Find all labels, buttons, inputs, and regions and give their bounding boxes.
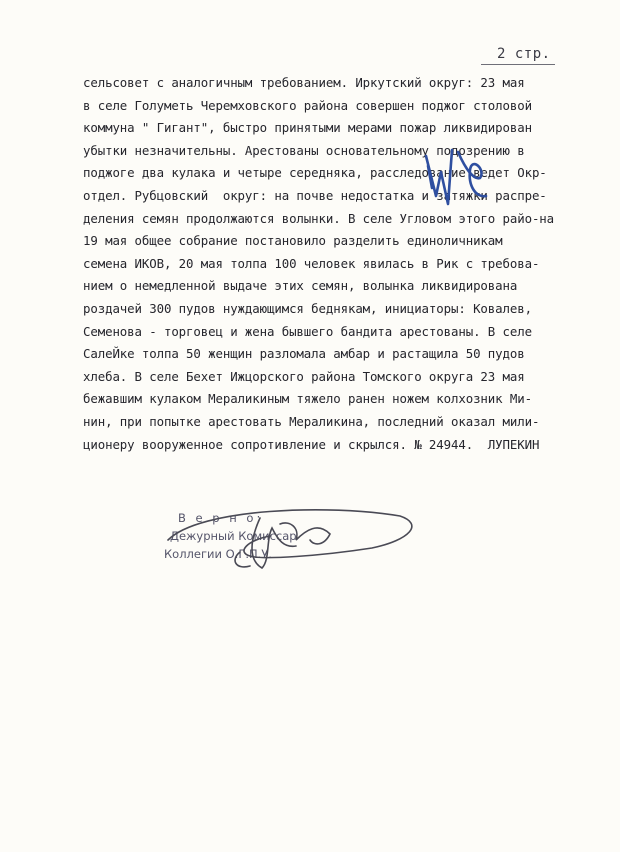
text-line: сельсовет с аналогичным требованием. Иркутский округ: 23 мая [83, 75, 525, 90]
text-line: бежавшим кулаком Мераликиным тяжело ранен ножем колхозник Ми- [83, 391, 532, 407]
text-line: отдел. Рубцовский округ: на почве недостатка и затяжки распре- [83, 187, 547, 203]
text-line: хлеба. В селе Бехет Ижцорского района Томского округа 23 мая [83, 368, 525, 384]
text-line: СалеЙке толпа 50 женщин разломала амбар и растащила 50 пудов [83, 346, 525, 362]
text-line: нием о немедленной выдаче этих семян, волынка ликвидирована [83, 278, 518, 294]
typewritten-body [83, 72, 593, 456]
text-line: ционеру вооруженное сопротивление и скрылся. № 24944. ЛУПЕКИН [83, 436, 540, 452]
text-line: деления семян продолжаются волынки. В селе Угловом этого райо-на [83, 210, 555, 226]
page-number-underline [481, 64, 555, 65]
text-line: семена ИКОВ, 20 мая толпа 100 человек явилась в Рик с требова- [83, 255, 540, 271]
text-line: коммуна " Гигант", быстро принятыми мерами пожар ликвидирован [83, 120, 532, 136]
stamp-verified-label: В е р н о: [178, 511, 264, 525]
text-line: роздачей 300 пудов нуждающимся беднякам, инициаторы: Ковалев, [83, 300, 532, 316]
page-number: 2 стр. [497, 46, 551, 62]
stamp-collegium-label: Коллегии О.Г.П.У. [164, 547, 272, 561]
text-line: 19 мая общее собрание постановило разделить единоличникам [83, 233, 503, 249]
text-line: убытки незначительны. Арестованы основательному подозрению в [83, 142, 525, 158]
text-line: Семенова - торговец и жена бывшего бандита арестованы. В селе [83, 323, 532, 339]
text-line: поджоге два кулака и четыре середняка, расследование ведет Окр- [83, 165, 547, 181]
text-line: нин, при попытке арестовать Мераликина, последний оказал мили- [83, 413, 540, 429]
stamp-commissar-label: Дежурный Комиссар [170, 529, 297, 543]
certification-stamp [160, 505, 420, 585]
text-line: в селе Голуметь Черемховского района совершен поджог столовой [83, 97, 532, 113]
